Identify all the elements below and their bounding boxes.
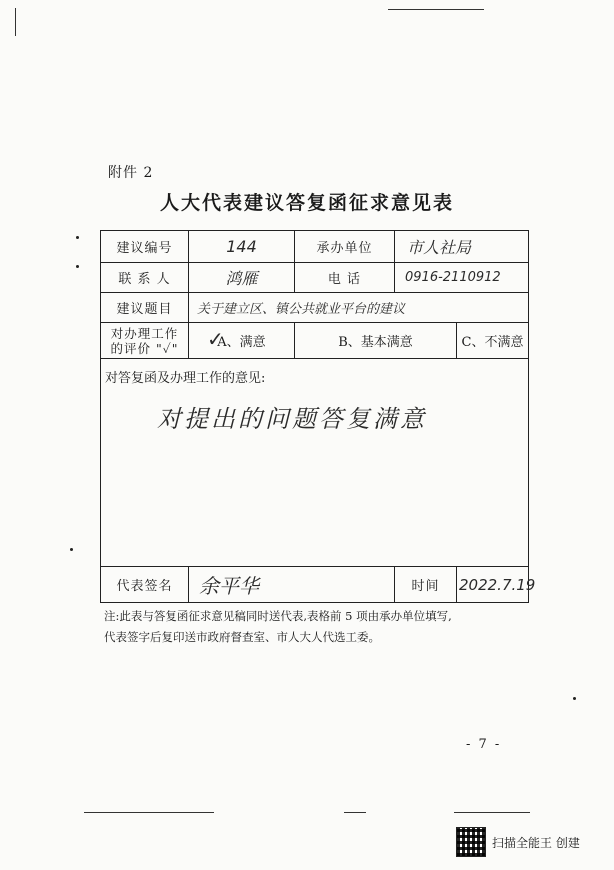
top-scan-line [388,9,484,10]
scanner-watermark-text: 扫描全能王 创建 [492,835,580,850]
footnote-line2: 代表签字后复印送市政府督查室、市人大人代选工委。 [104,630,380,644]
contact-value: 鸿雁 [189,263,295,293]
handling-unit-value: 市人社局 [395,231,529,263]
suggestion-no-label: 建议编号 [101,231,189,263]
form-row-signature [101,567,529,603]
option-a-label: A、满意 [217,335,266,350]
scanner-watermark [456,827,580,857]
opinion-label: 对答复函及办理工作的意见: [105,371,266,386]
form-row-contact [101,263,529,293]
signature-value: 余平华 [189,567,395,603]
time-value: 2022.7.19 [457,567,529,603]
qr-code-icon [456,827,486,857]
footnote [104,606,544,648]
page-number: - 7 - [466,737,502,752]
form-row-opinion [101,359,529,567]
bottom-scan-line [84,812,214,813]
phone-label: 电 话 [295,263,395,293]
evaluation-label [101,323,189,359]
time-label: 时间 [395,567,457,603]
signature-label: 代表签名 [101,567,189,603]
contact-label: 联 系 人 [101,263,189,293]
option-b-label: B、基本满意 [338,335,413,350]
opinion-handwritten: 对提出的问题答复满意 [157,405,427,433]
attachment-label: 附件 2 [108,165,154,181]
suggestion-no-value: 144 [189,231,295,263]
phone-value: 0916-2110912 [395,263,529,293]
option-a-satisfied[interactable] [189,323,295,359]
scan-speck [573,697,576,700]
scan-speck [76,265,79,268]
scan-speck [70,548,73,551]
form-row-topic [101,293,529,323]
bottom-scan-line [344,812,366,813]
option-b-basically-satisfied[interactable] [295,323,457,359]
evaluation-label-line1: 对办理工作 [110,325,179,341]
opinion-form-table [100,230,536,603]
evaluation-label-line2: 的评价 "✓" [110,340,179,356]
page-title: 人大代表建议答复函征求意见表 [159,192,454,214]
option-c-unsatisfied[interactable] [457,323,529,359]
opinion-cell [101,359,529,567]
bottom-scan-line [454,812,530,813]
form-row-evaluation [101,323,529,359]
handling-unit-label: 承办单位 [295,231,395,263]
topic-label: 建议题目 [101,293,189,323]
form-row-suggestion [101,231,529,263]
option-c-label: C、不满意 [461,335,524,350]
left-edge-line [15,8,16,36]
footnote-line1: 注:此表与答复函征求意见稿同时送代表,表格前 5 项由承办单位填写, [104,609,452,623]
checkmark-icon: ✓ [207,327,224,351]
scan-speck [76,236,79,239]
topic-value: 关于建立区、镇公共就业平台的建议 [189,293,529,323]
